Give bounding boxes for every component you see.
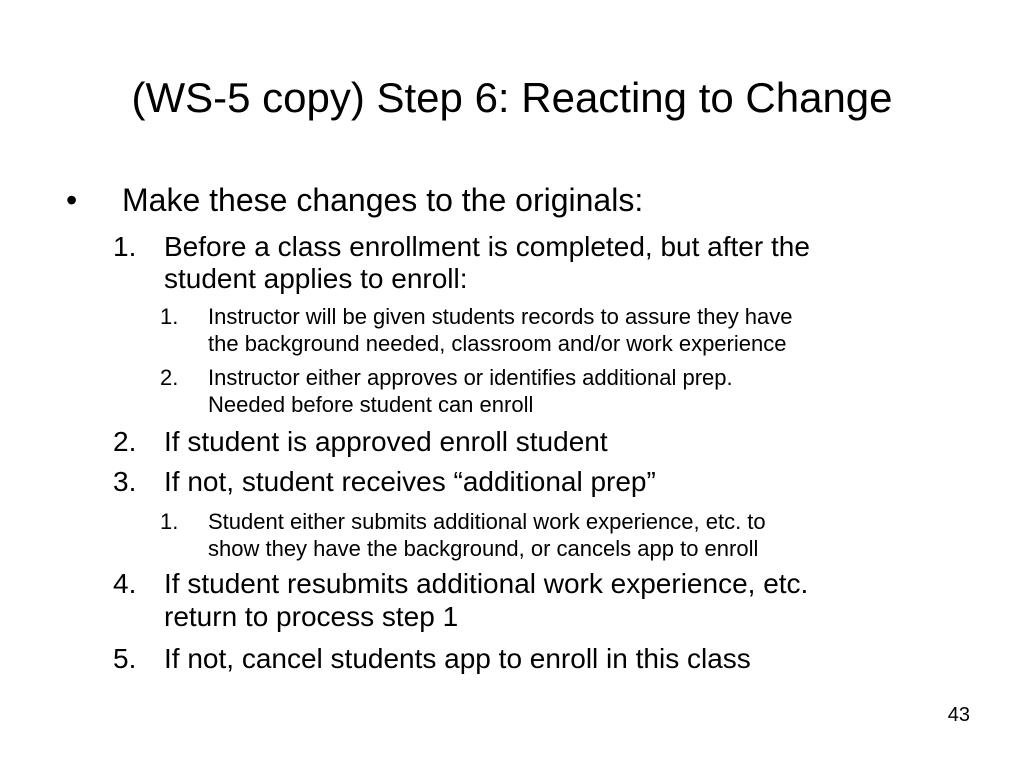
list-text-line: Before a class enrollment is completed, but after the xyxy=(164,231,810,262)
sublist-text-line: Instructor either approves or identifies additional prep. xyxy=(208,365,733,390)
list-number: 5. xyxy=(113,643,137,674)
sublist-text-line: the background needed, classroom and/or work experience xyxy=(208,331,787,356)
sublist-number: 1. xyxy=(160,509,179,534)
slide-title: (WS-5 copy) Step 6: Reacting to Change xyxy=(131,74,893,121)
sublist-text-line: Instructor will be given students records to assure they have xyxy=(208,304,793,329)
list-text-line: If not, student receives “additional prep” xyxy=(164,466,656,497)
sublist-number: 2. xyxy=(160,365,179,390)
bullet-marker: • xyxy=(66,182,78,218)
list-text-line: student applies to enroll: xyxy=(164,263,468,294)
list-number: 1. xyxy=(113,231,137,262)
list-text-line: return to process step 1 xyxy=(164,601,459,632)
list-text-line: If student resubmits additional work experience, etc. xyxy=(164,568,809,599)
sublist-text-line: show they have the background, or cancels app to enroll xyxy=(208,536,759,561)
list-text-line: If student is approved enroll student xyxy=(164,426,608,457)
sublist-number: 1. xyxy=(160,304,179,329)
list-number: 2. xyxy=(113,426,137,457)
bullet-text: Make these changes to the originals: xyxy=(122,182,644,218)
sublist-text-line: Student either submits additional work experience, etc. to xyxy=(208,509,766,534)
list-number: 3. xyxy=(113,466,137,497)
page-number: 43 xyxy=(947,704,970,726)
sublist-text-line: Needed before student can enroll xyxy=(208,392,534,417)
list-text-line: If not, cancel students app to enroll in this class xyxy=(164,643,751,674)
list-number: 4. xyxy=(113,568,137,599)
